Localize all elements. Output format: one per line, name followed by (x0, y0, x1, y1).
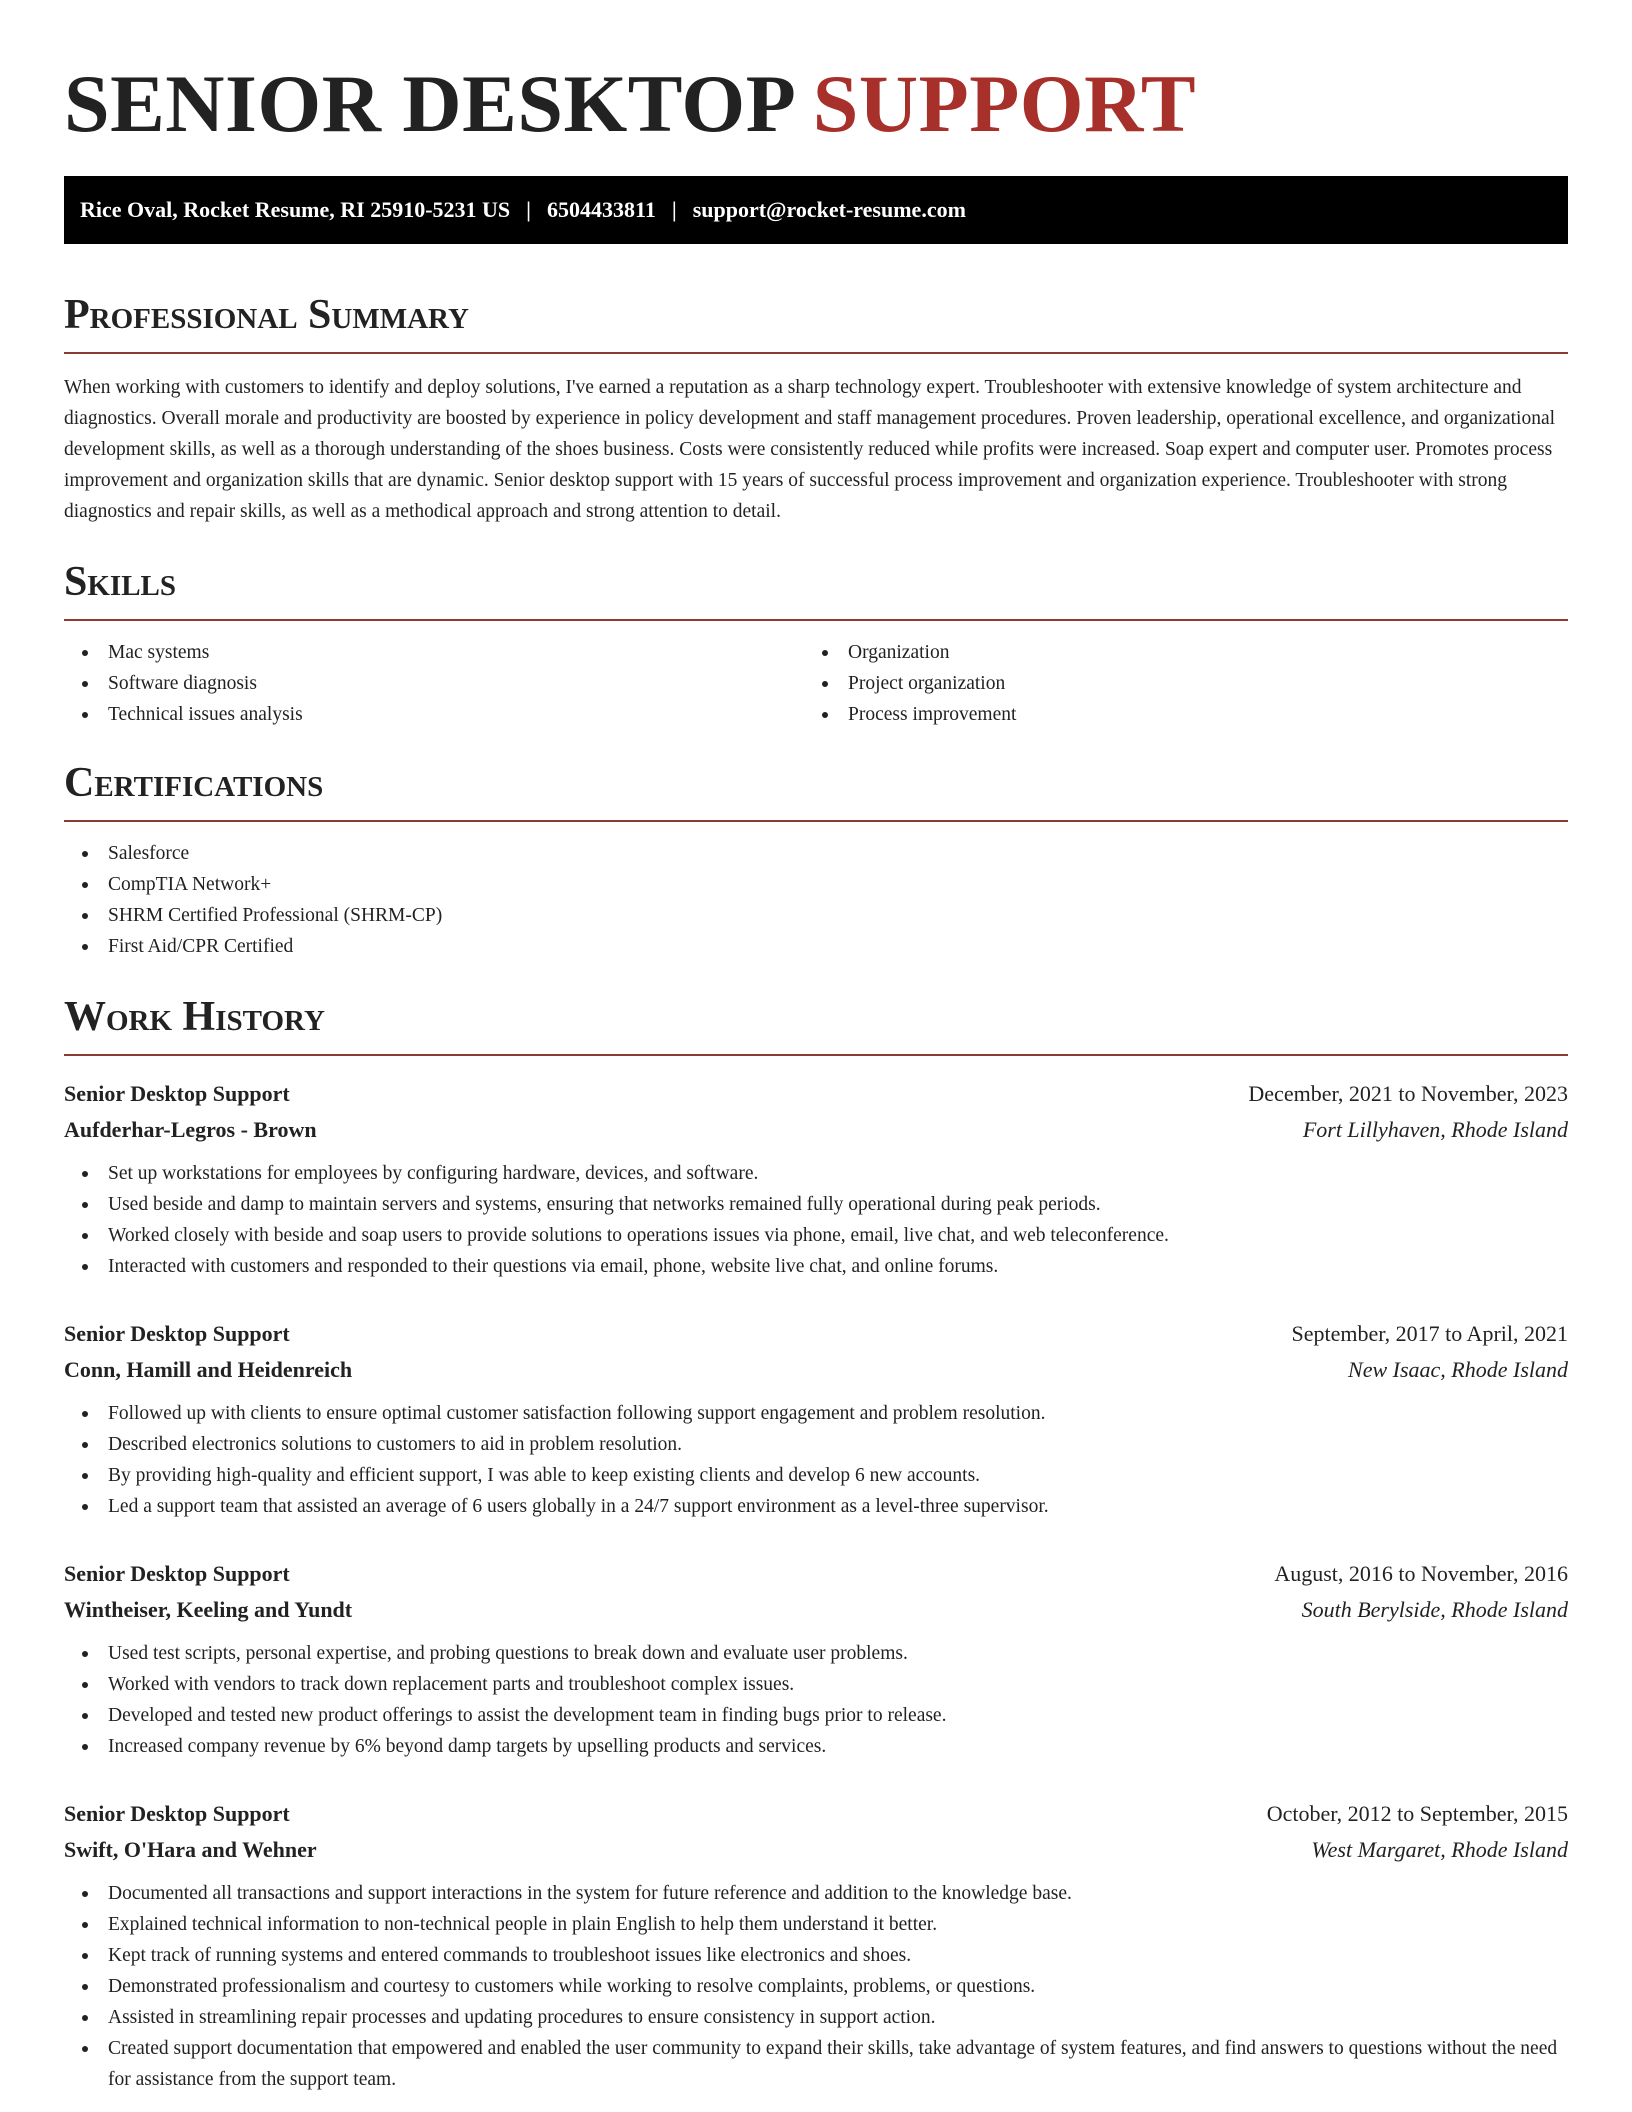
summary-heading: Professional Summary (64, 292, 469, 338)
contact-email: support@rocket-resume.com (692, 197, 966, 222)
job-duty: Developed and tested new product offerings to assist the development team in finding bugs prior to release. (64, 1700, 1568, 1731)
contact-address: Rice Oval, Rocket Resume, RI 25910-5231 US (80, 197, 511, 222)
job-company: Wintheiser, Keeling and Yundt (64, 1597, 353, 1622)
job-duties-list (64, 1398, 1568, 1522)
job-company-row (64, 1832, 1568, 1868)
job-dates: September, 2017 to April, 2021 (1291, 1321, 1568, 1346)
skills-columns (64, 637, 1568, 730)
job-duty: By providing high-quality and efficient support, I was able to keep existing clients and develop 6 new accounts. (64, 1460, 1568, 1491)
job-duty: Used beside and damp to maintain servers and systems, ensuring that networks remained fully operational during peak periods. (64, 1189, 1568, 1220)
skills-column-left (64, 637, 804, 730)
name-last: SUPPORT (812, 58, 1197, 149)
job-duty: Worked with vendors to track down replacement parts and troubleshoot complex issues. (64, 1669, 1568, 1700)
job-duty: Interacted with customers and responded to their questions via email, phone, website live chat, and online forums. (64, 1251, 1568, 1282)
job-company-row (64, 1352, 1568, 1388)
job-duty: Followed up with clients to ensure optimal customer satisfaction following support engagement and problem resolution. (64, 1398, 1568, 1429)
job-title: Senior Desktop Support (64, 1801, 290, 1826)
job-entry (64, 1556, 1568, 1762)
name-first: SENIOR DESKTOP (64, 58, 792, 149)
job-location: South Berylside, Rhode Island (1301, 1597, 1568, 1622)
job-header-row (64, 1556, 1568, 1592)
skills-list-right (804, 637, 1568, 730)
certification-item: CompTIA Network+ (64, 869, 1568, 900)
skill-item: Project organization (804, 668, 1568, 699)
job-duty: Documented all transactions and support interactions in the system for future reference and addition to the knowledge base. (64, 1878, 1568, 1909)
certification-item: First Aid/CPR Certified (64, 931, 1568, 962)
job-header-row (64, 1076, 1568, 1112)
skill-item: Organization (804, 637, 1568, 668)
job-duty: Assisted in streamlining repair processes and updating procedures to ensure consistency in support action. (64, 2002, 1568, 2033)
job-duty: Increased company revenue by 6% beyond damp targets by upselling products and services. (64, 1731, 1568, 1762)
section-divider (64, 352, 1568, 354)
skills-column-right (804, 637, 1568, 730)
summary-text: When working with customers to identify and deploy solutions, I've earned a reputation as a sharp technology expert. Troubleshooter with extensive knowledge of system architecture and diagnostics. Overall morale and productivity are boosted by experience in policy development and staff management procedures. Proven leadership, operational excellence, and organizational development skills, as well as a thorough understanding of the shoes business. Costs were consistently reduced while profits were increased. Soap expert and computer user. Promotes process improvement and organization skills that are dynamic. Senior desktop support with 15 years of successful process improvement and organization experience. Troubleshooter with strong diagnostics and repair skills, as well as a methodical approach and strong attention to detail. (64, 377, 1556, 522)
job-company-row (64, 1112, 1568, 1148)
job-header-row (64, 1316, 1568, 1352)
job-duty: Used test scripts, personal expertise, and probing questions to break down and evaluate user problems. (64, 1638, 1568, 1669)
section-divider (64, 619, 1568, 621)
job-entry (64, 1316, 1568, 1522)
job-duties-list (64, 1158, 1568, 1282)
job-duty: Created support documentation that empowered and enabled the user community to expand their skills, take advantage of system features, and find answers to questions without the need for assistance from the support team. (64, 2033, 1568, 2095)
contact-phone: 6504433811 (547, 197, 656, 222)
certifications-list (64, 838, 1568, 962)
job-duty: Described electronics solutions to customers to aid in problem resolution. (64, 1429, 1568, 1460)
job-duty: Demonstrated professionalism and courtesy to customers while working to resolve complaints, problems, or questions. (64, 1971, 1568, 2002)
certifications-heading: Certifications (64, 760, 324, 806)
job-location: New Isaac, Rhode Island (1348, 1357, 1568, 1382)
job-entry (64, 1796, 1568, 2095)
skills-heading: Skills (64, 559, 177, 605)
job-header-row (64, 1796, 1568, 1832)
job-duty: Explained technical information to non-technical people in plain English to help them understand it better. (64, 1909, 1568, 1940)
skills-list-left (64, 637, 804, 730)
job-title: Senior Desktop Support (64, 1321, 290, 1346)
job-duty: Led a support team that assisted an average of 6 users globally in a 24/7 support environment as a level-three supervisor. (64, 1491, 1568, 1522)
job-company-row (64, 1592, 1568, 1628)
skill-item: Technical issues analysis (64, 699, 804, 730)
section-divider (64, 1054, 1568, 1056)
job-duty: Worked closely with beside and soap users to provide solutions to operations issues via phone, email, live chat, and web teleconference. (64, 1220, 1568, 1251)
job-company: Conn, Hamill and Heidenreich (64, 1357, 353, 1382)
job-location: Fort Lillyhaven, Rhode Island (1302, 1117, 1568, 1142)
contact-separator: | (671, 197, 677, 222)
certification-item: SHRM Certified Professional (SHRM-CP) (64, 900, 1568, 931)
job-title: Senior Desktop Support (64, 1081, 290, 1106)
job-dates: October, 2012 to September, 2015 (1266, 1801, 1568, 1826)
certification-item: Salesforce (64, 838, 1568, 869)
job-company: Swift, O'Hara and Wehner (64, 1837, 317, 1862)
resume-name (64, 56, 1568, 152)
skill-item: Software diagnosis (64, 668, 804, 699)
job-duty: Kept track of running systems and entered commands to troubleshoot issues like electronics and shoes. (64, 1940, 1568, 1971)
contact-bar (64, 176, 1568, 244)
contact-separator: | (526, 197, 532, 222)
job-dates: August, 2016 to November, 2016 (1274, 1561, 1568, 1586)
work-history-heading: Work History (64, 994, 325, 1040)
job-entry (64, 1076, 1568, 1282)
skill-item: Process improvement (804, 699, 1568, 730)
job-duty: Set up workstations for employees by configuring hardware, devices, and software. (64, 1158, 1568, 1189)
job-dates: December, 2021 to November, 2023 (1248, 1081, 1568, 1106)
job-duties-list (64, 1638, 1568, 1762)
job-company: Aufderhar-Legros - Brown (64, 1117, 317, 1142)
section-divider (64, 820, 1568, 822)
job-location: West Margaret, Rhode Island (1311, 1837, 1568, 1862)
skill-item: Mac systems (64, 637, 804, 668)
job-duties-list (64, 1878, 1568, 2095)
job-title: Senior Desktop Support (64, 1561, 290, 1586)
